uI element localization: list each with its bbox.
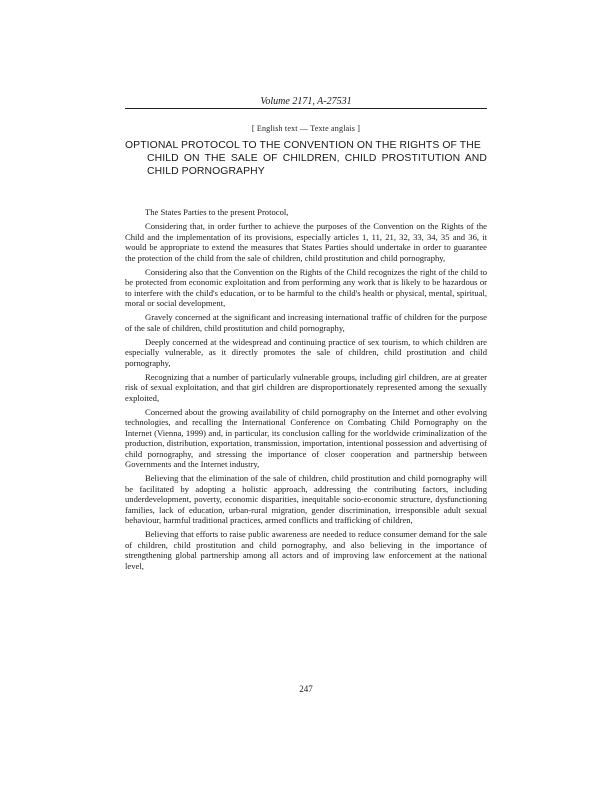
page-number: 247 (299, 684, 313, 694)
preamble-paragraph: Believing that the elimination of the sale of children, child prostitution and child pornography will be facilitated by adopting a holistic approach, addressing the contributing factors, including underdevelopment, poverty, economic disparities, inequitable socio-economic structure, dysfunctioning families, lack of education, urban-rural migration, gender discrimination, irresponsible adult sexual behaviour, harmful traditional practices, armed conflicts and trafficking of children, (125, 473, 487, 525)
preamble-paragraph: Deeply concerned at the widespread and continuing practice of sex tourism, to which children are especially vulnerable, as it directly promotes the sale of children, child prostitution and child pornography, (125, 336, 487, 368)
running-header: Volume 2171, A-27531 (260, 96, 352, 107)
preamble-paragraph: The States Parties to the present Protocol, (145, 207, 289, 217)
title-continuation: CHILD ON THE SALE OF CHILDREN, CHILD PROSTITUTION AND CHILD PORNOGRAPHY (147, 153, 487, 177)
language-note: [ English text — Texte anglais ] (251, 124, 361, 133)
body-text (125, 207, 487, 575)
header-rule (125, 108, 487, 109)
preamble-paragraph: Gravely concerned at the significant and increasing international traffic of children for the purpose of the sale of children, child prostitution and child pornography, (125, 312, 487, 333)
preamble-paragraph: Recognizing that a number of particularly vulnerable groups, including girl children, are at greater risk of sexual exploitation, and that girl children are disproportionately represented among the sexually exploited, (125, 371, 487, 403)
preamble-paragraph: Considering also that the Convention on the Rights of the Child recognizes the right of the child to be protected from economic exploitation and from performing any work that is likely to be hazardous or to interfere with the child's education, or to be harmful to the child's health or physical, mental, spiritual, moral or social development, (125, 266, 487, 308)
document-title (125, 139, 487, 178)
title-line-1: OPTIONAL PROTOCOL TO THE CONVENTION ON THE RIGHTS OF THE (125, 140, 481, 151)
preamble-paragraph: Considering that, in order further to achieve the purposes of the Convention on the Rights of the Child and the implementation of its provisions, especially articles 1, 11, 21, 32, 33, 34, 35 and 36, it would be appropriate to extend the measures that States Parties should undertake in order to guarantee the protection of the child from the sale of children, child prostitution and child pornography, (125, 221, 487, 263)
preamble-paragraph: Believing that efforts to raise public awareness are needed to reduce consumer demand for the sale of children, child prostitution and child pornography, and also believing in the importance of strengthening global partnership among all actors and of improving law enforcement at the national level, (125, 529, 487, 571)
preamble-paragraph: Concerned about the growing availability of child pornography on the Internet and other evolving technologies, and recalling the International Conference on Combating Child Pornography on the Internet (Vienna, 1999) and, in particular, its conclusion calling for the worldwide criminalization of the production, distribution, exportation, transmission, importation, intentional possession and advertising of child pornography, and stressing the importance of closer cooperation and partnership between Governments and the Internet industry, (125, 406, 487, 469)
